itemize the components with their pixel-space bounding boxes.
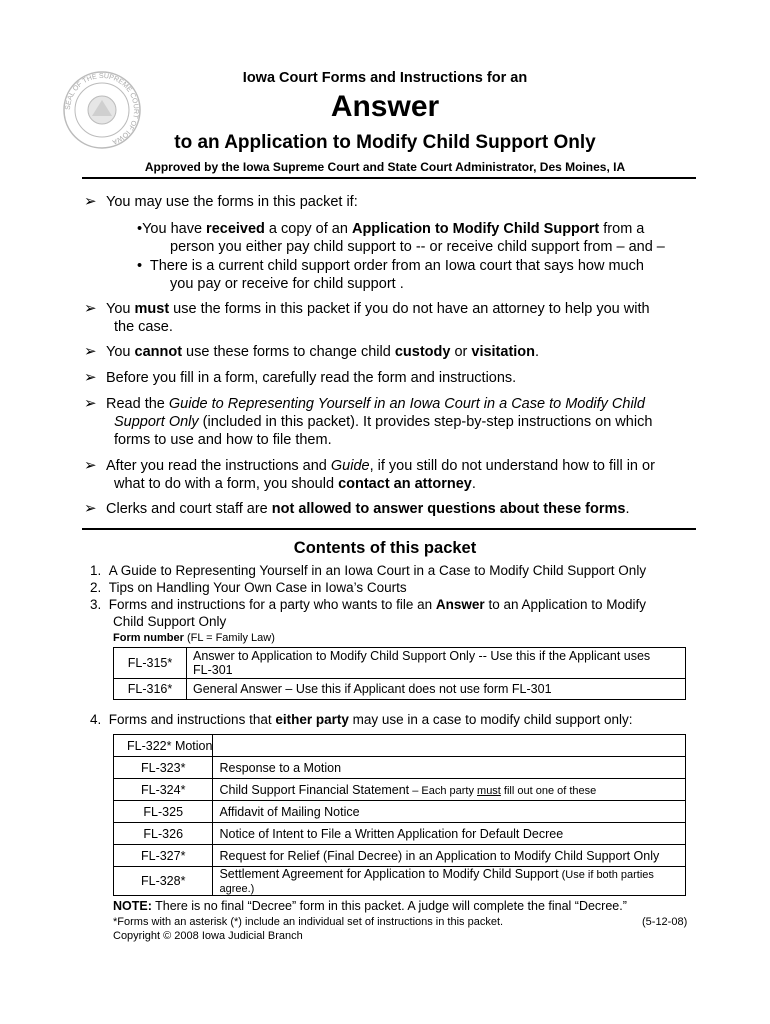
contents-heading: Contents of this packet bbox=[293, 539, 477, 557]
table-row bbox=[114, 679, 686, 700]
table-row bbox=[114, 801, 686, 823]
form-desc-cell: Affidavit of Mailing Notice bbox=[213, 801, 686, 823]
intro-b5: Read the Guide to Representing Yourself in an Iowa Court in a Case to Modify Child bbox=[106, 396, 645, 412]
section-rule bbox=[82, 528, 696, 530]
svg-text:SEAL OF THE SUPREME COURT OF I: SEAL OF THE SUPREME COURT OF IOWA bbox=[64, 72, 140, 146]
contents-item-2: 2. Tips on Handling Your Own Case in Iowa’s Courts bbox=[90, 580, 407, 595]
contents-item-3: 3. Forms and instructions for a party who wants to file an Answer to an Application to Modify bbox=[90, 597, 647, 612]
form-number-cell: FL-316* bbox=[114, 679, 187, 700]
intro-b3: You cannot use these forms to change child custody or visitation. bbox=[106, 344, 540, 360]
approved-line: Approved by the Iowa Supreme Court and State Court Administrator, Des Moines, IA bbox=[144, 160, 626, 174]
table-row bbox=[114, 757, 686, 779]
intro-b6: After you read the instructions and Guide, if you still do not understand how to fill in or bbox=[106, 458, 655, 474]
arrow-bullet-icon: ➢ bbox=[84, 500, 97, 517]
table-row bbox=[114, 867, 686, 896]
header-rule bbox=[82, 177, 696, 179]
intro-b5-line3: forms to use and how to file them. bbox=[114, 432, 332, 448]
form-desc-cell: Answer to Application to Modify Child Support Only -- Use this if the Applicant uses FL-301 bbox=[187, 648, 686, 679]
arrow-bullet-icon: ➢ bbox=[84, 457, 97, 474]
copyright: Copyright © 2008 Iowa Judicial Branch bbox=[113, 930, 303, 942]
table-row bbox=[114, 845, 686, 867]
forms-table-either-party bbox=[113, 734, 686, 896]
form-number-cell: FL-323* bbox=[114, 757, 213, 779]
arrow-bullet-icon: ➢ bbox=[84, 193, 97, 210]
form-desc-cell bbox=[213, 735, 686, 757]
form-number-cell: FL-325 bbox=[114, 801, 213, 823]
arrow-bullet-icon: ➢ bbox=[84, 300, 97, 317]
form-number-cell: FL-322* Motion bbox=[114, 735, 213, 757]
form-desc-cell: General Answer – Use this if Applicant does not use form FL-301 bbox=[187, 679, 686, 700]
intro-b1: You may use the forms in this packet if: bbox=[106, 194, 358, 210]
revision-date: (5-12-08) bbox=[642, 916, 688, 928]
arrow-bullet-icon: ➢ bbox=[84, 395, 97, 412]
form-number-cell: FL-324* bbox=[114, 779, 213, 801]
contents-item-4: 4. Forms and instructions that either party may use in a case to modify child support only: bbox=[90, 712, 633, 727]
footer-note: NOTE: There is no final “Decree” form in this packet. A judge will complete the final “Decree.” bbox=[113, 899, 627, 913]
footer-asterisk-note: *Forms with an asterisk (*) include an individual set of instructions in this packet. bbox=[113, 916, 504, 928]
header-top-line: Iowa Court Forms and Instructions for an bbox=[242, 70, 528, 86]
form-number-cell: FL-326 bbox=[114, 823, 213, 845]
table-row bbox=[114, 779, 686, 801]
forms-table-answer bbox=[113, 647, 686, 700]
intro-b4: Before you fill in a form, carefully read the form and instructions. bbox=[106, 370, 517, 386]
intro-sub2: • There is a current child support order from an Iowa court that says how much bbox=[137, 258, 644, 274]
arrow-bullet-icon: ➢ bbox=[84, 343, 97, 360]
form-desc-cell: Response to a Motion bbox=[213, 757, 686, 779]
form-desc-cell: Settlement Agreement for Application to Modify Child Support (Use if both parties agree.) bbox=[213, 867, 686, 896]
form-desc-cell: Request for Relief (Final Decree) in an Application to Modify Child Support Only bbox=[213, 845, 686, 867]
table-row bbox=[114, 823, 686, 845]
form-number-cell: FL-328* bbox=[114, 867, 213, 896]
intro-b2-line2: the case. bbox=[114, 319, 173, 335]
intro-sub1-line2: person you either pay child support to -- or receive child support from – and – bbox=[170, 239, 665, 255]
intro-sub1: •You have received a copy of an Application to Modify Child Support from a bbox=[137, 221, 645, 237]
intro-b2: You must use the forms in this packet if you do not have an attorney to help you with bbox=[106, 301, 650, 317]
intro-b7: Clerks and court staff are not allowed to answer questions about these forms. bbox=[106, 501, 630, 517]
contents-item-3-line2: Child Support Only bbox=[113, 614, 227, 629]
intro-b6-line2: what to do with a form, you should contact an attorney. bbox=[114, 476, 476, 492]
arrow-bullet-icon: ➢ bbox=[84, 369, 97, 386]
page-subtitle: to an Application to Modify Child Support Only bbox=[174, 132, 596, 153]
table-row bbox=[114, 735, 686, 757]
form-desc-cell: Notice of Intent to File a Written Application for Default Decree bbox=[213, 823, 686, 845]
intro-sub2-line2: you pay or receive for child support . bbox=[170, 276, 404, 292]
page-title: Answer bbox=[330, 90, 440, 123]
form-number-cell: FL-315* bbox=[114, 648, 187, 679]
form-number-label: Form number (FL = Family Law) bbox=[113, 632, 275, 644]
table-row bbox=[114, 648, 686, 679]
contents-item-1: 1. A Guide to Representing Yourself in an Iowa Court in a Case to Modify Child Support Only bbox=[90, 563, 647, 578]
form-number-cell: FL-327* bbox=[114, 845, 213, 867]
form-desc-cell: Child Support Financial Statement – Each party must fill out one of these bbox=[213, 779, 686, 801]
intro-b5-line2: Support Only (included in this packet). It provides step-by-step instructions on which bbox=[114, 414, 653, 430]
